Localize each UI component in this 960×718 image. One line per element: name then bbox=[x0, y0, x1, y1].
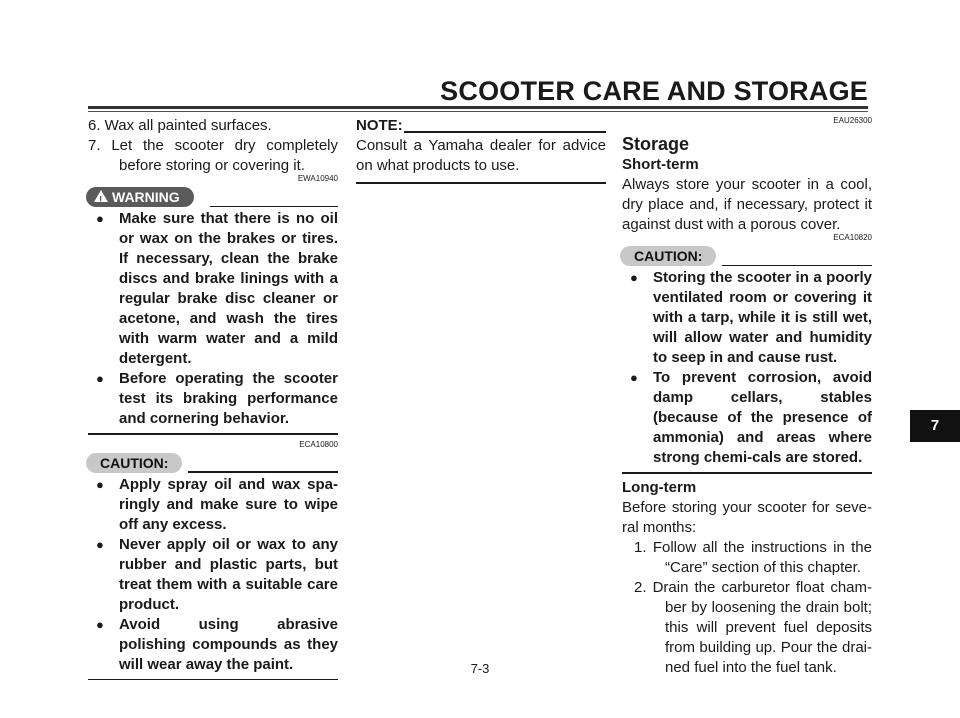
note-heading bbox=[356, 116, 606, 136]
list-item: 2. Drain the carburetor float cham-ber by loosening the drain bolt; this will prevent fuel deposits from building up. Pour the drai-ned fuel into the fuel tank. bbox=[634, 578, 872, 676]
caution-heading bbox=[622, 244, 872, 268]
warning-bullet: ● Make sure that there is no oil or wax on the brakes or tires. If necessary, clean the brake discs and brake linings with a regular brake disc cleaner or acetone, and wash the tires with warm water and a mild detergent. bbox=[88, 209, 338, 369]
caution-end-rule bbox=[622, 472, 872, 474]
warning-triangle-icon bbox=[94, 190, 108, 202]
page-header-title: SCOOTER CARE AND STORAGE bbox=[440, 76, 868, 106]
list-item: 7. Let the scooter dry completely before storing or covering it. bbox=[88, 137, 338, 174]
section-title: Storage bbox=[622, 134, 690, 154]
short-term-text: Always store your scooter in a cool, dry place and, if necessary, protect it against dust with a porous cover. bbox=[622, 176, 872, 233]
note-label: NOTE: bbox=[356, 117, 403, 134]
short-term-heading: Short-term bbox=[622, 156, 699, 173]
caution-bullets bbox=[88, 475, 338, 675]
caution-badge: CAUTION: bbox=[620, 246, 716, 266]
caution-rule bbox=[188, 471, 338, 473]
caution-code: ECA10820 bbox=[833, 233, 872, 242]
caution-bullet: ● To prevent corrosion, avoid damp cellars, stables (because of the presence of ammonia) and areas where strong chemi-cals are stored. bbox=[622, 368, 872, 468]
note-end-rule bbox=[356, 182, 606, 184]
note-text: Consult a Yamaha dealer for advice on what products to use. bbox=[356, 137, 606, 174]
caution-heading bbox=[88, 451, 338, 475]
list-item: 6. Wax all painted surfaces. bbox=[88, 117, 272, 134]
caution-badge: CAUTION: bbox=[86, 453, 182, 473]
warning-heading bbox=[88, 185, 338, 209]
chapter-tab: 7 bbox=[910, 410, 960, 442]
long-term-heading: Long-term bbox=[622, 478, 697, 496]
column-left bbox=[88, 116, 338, 680]
section-code: EAU26300 bbox=[833, 116, 872, 125]
caution-bullets bbox=[622, 268, 872, 468]
note-rule bbox=[404, 131, 606, 133]
warning-end-rule bbox=[88, 433, 338, 435]
column-right bbox=[622, 116, 872, 678]
caution-code: ECA10800 bbox=[299, 439, 338, 449]
warning-code: EWA10940 bbox=[297, 174, 338, 183]
header-rule-thin bbox=[88, 111, 868, 112]
caution-bullet: ● Storing the scooter in a poorly ventilated room or covering it with a tarp, while it is still wet, will allow water and humidity to seep in and cause rust. bbox=[622, 268, 872, 368]
warning-rule bbox=[210, 206, 338, 208]
caution-end-rule bbox=[88, 679, 338, 681]
warning-label: WARNING bbox=[112, 189, 180, 205]
warning-badge bbox=[86, 187, 194, 207]
page-number: 7-3 bbox=[470, 661, 490, 676]
header-rule bbox=[88, 106, 868, 109]
column-middle bbox=[356, 116, 606, 184]
warning-bullet: ● Before operating the scooter test its braking performance and cornering behavior. bbox=[88, 369, 338, 429]
caution-bullet: ● Apply spray oil and wax spa-ringly and make sure to wipe off any excess. bbox=[88, 475, 338, 535]
caution-rule bbox=[722, 265, 872, 267]
long-term-text: Before storing your scooter for seve-ral months: bbox=[622, 498, 872, 536]
warning-bullets bbox=[88, 209, 338, 429]
caution-bullet: ● Avoid using abrasive polishing compounds as they will wear away the paint. bbox=[88, 615, 338, 675]
list-item: 1. Follow all the instructions in the “Care” section of this chapter. bbox=[634, 538, 872, 576]
caution-bullet: ● Never apply oil or wax to any rubber and plastic parts, but treat them with a suitable care product. bbox=[88, 535, 338, 615]
